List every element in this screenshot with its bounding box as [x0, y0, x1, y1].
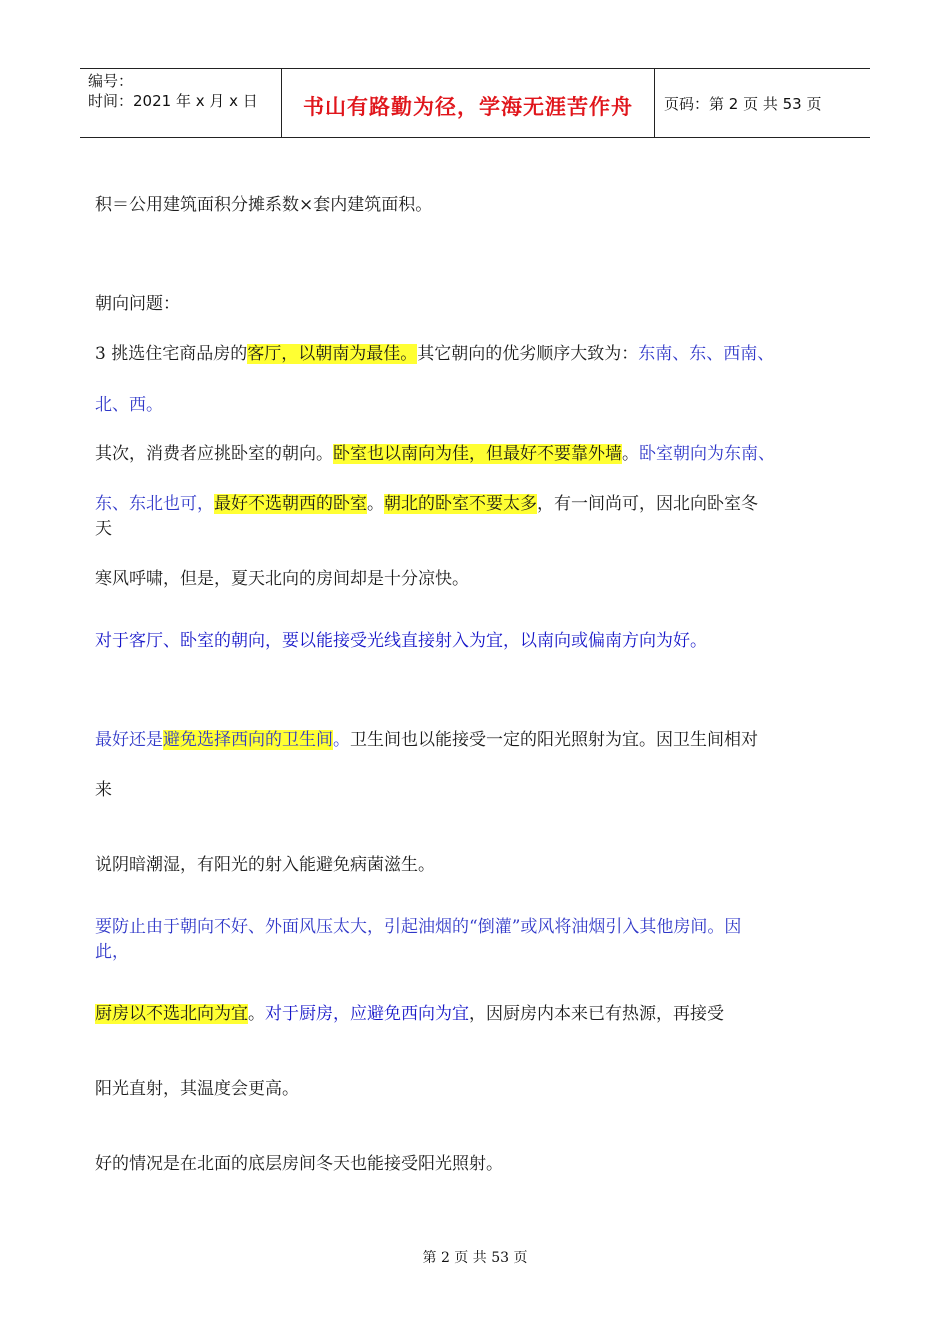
page-footer: 第 2 页 共 53 页 — [422, 1250, 528, 1266]
paragraph: 寒风呼啸，但是，夏天北向的房间却是十分凉快。 — [95, 569, 469, 589]
paragraph: 说阴暗潮湿，有阳光的射入能避免病菌滋生。 — [95, 855, 435, 875]
paragraph-emphasis: 对于客厅、卧室的朝向，要以能接受光线直接射入为宜，以南向或偏南方向为好。 — [95, 631, 707, 651]
paragraph: 3 挑选住宅商品房的客厅，以朝南为最佳。其它朝向的优劣顺序大致为：东南、东、西南、 — [95, 344, 775, 364]
date-label: 时间：2021 年 x 月 x 日 — [88, 92, 258, 110]
header-page-info: 页码：第 2 页 共 53 页 — [664, 95, 822, 113]
paragraph: 厨房以不选北向为宜。对于厨房，应避免西向为宜，因厨房内本来已有热源，再接受 — [95, 1004, 724, 1024]
paragraph: 要防止由于朝向不好、外面风压太大，引起油烟的“倒灌”或风将油烟引入其他房间。因 — [95, 917, 742, 937]
paragraph: 最好还是避免选择西向的卫生间。卫生间也以能接受一定的阳光照射为宜。因卫生间相对 — [95, 730, 758, 750]
paragraph-cont: 天 — [95, 519, 112, 539]
header-motto: 书山有路勤为径，学海无涯苦作舟 — [303, 95, 633, 119]
page-header — [80, 68, 870, 138]
highlight: 厨房以不选北向为宜 — [95, 1004, 248, 1024]
serial-label: 编号： — [88, 72, 134, 90]
highlight: 避免选择西向的卫生间 — [163, 730, 333, 750]
paragraph: 积＝公用建筑面积分摊系数×套内建筑面积。 — [95, 195, 433, 215]
paragraph-cont: 此， — [95, 942, 129, 962]
highlight: 客厅，以朝南为最佳。 — [247, 344, 418, 364]
paragraph: 其次，消费者应挑卧室的朝向。卧室也以南向为佳，但最好不要靠外墙。卧室朝向为东南、 — [95, 444, 775, 464]
highlight: 最好不选朝西的卧室 — [214, 494, 367, 514]
paragraph-cont: 北、西。 — [95, 395, 163, 415]
header-divider — [654, 69, 655, 137]
paragraph: 好的情况是在北面的底层房间冬天也能接受阳光照射。 — [95, 1154, 503, 1174]
section-heading: 朝向问题： — [95, 294, 180, 314]
paragraph-cont: 来 — [95, 780, 112, 800]
highlight: 朝北的卧室不要太多 — [384, 494, 537, 514]
paragraph: 阳光直射，其温度会更高。 — [95, 1079, 299, 1099]
paragraph: 东、东北也可，最好不选朝西的卧室。朝北的卧室不要太多，有一间尚可，因北向卧室冬 — [95, 494, 758, 514]
highlight: 卧室也以南向为佳，但最好不要靠外墙 — [333, 444, 622, 464]
header-meta — [88, 71, 258, 111]
